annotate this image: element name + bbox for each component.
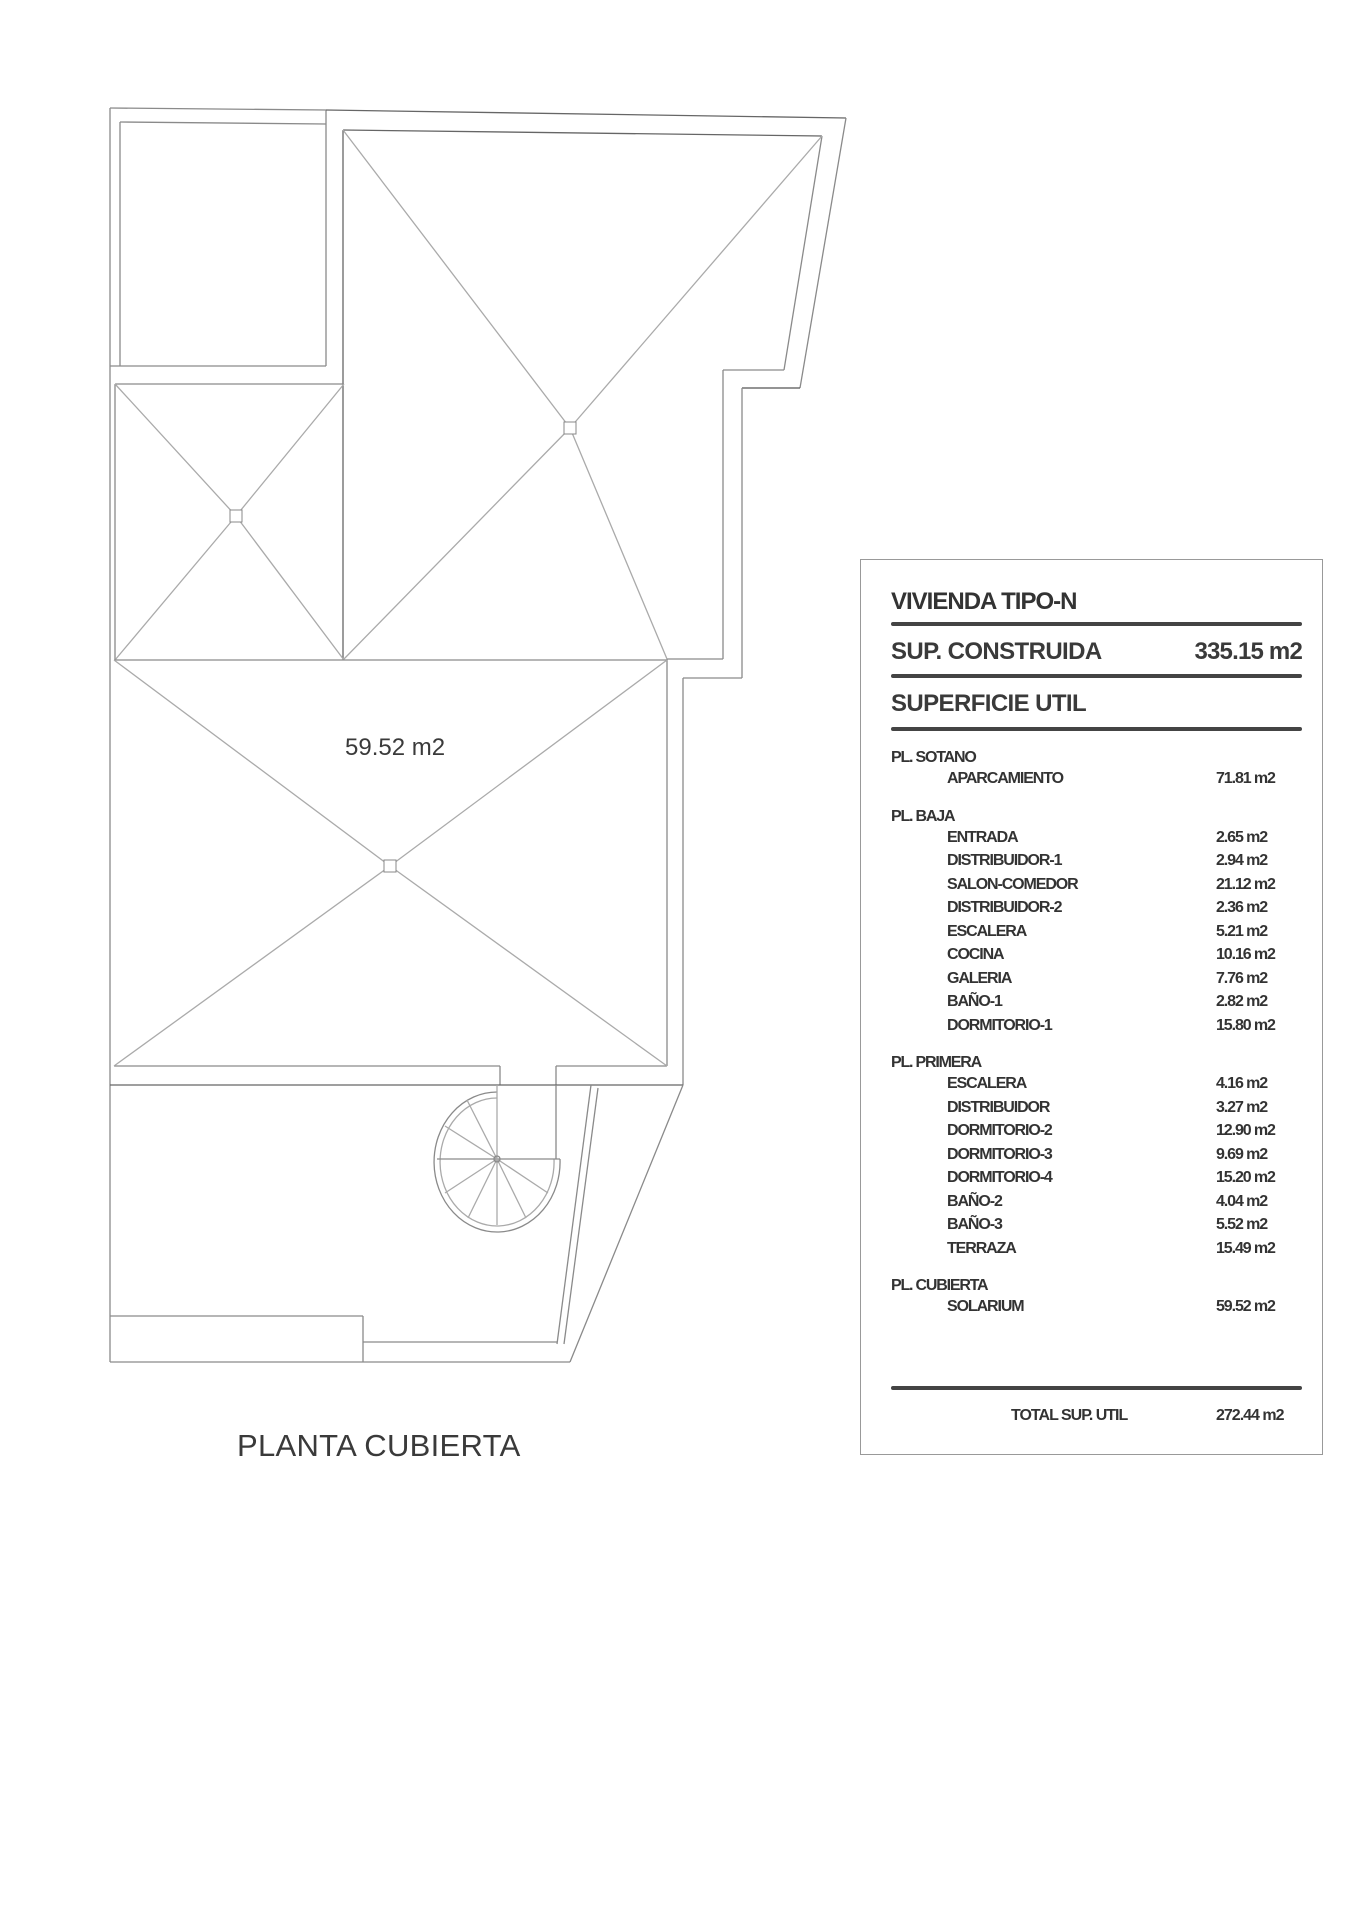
group-label: PL. CUBIERTA [891,1277,988,1294]
room-name: TERRAZA [947,1239,1016,1257]
room-area: 4.16 m2 [1216,1075,1268,1092]
list-item [891,1143,1304,1167]
built-area-value: 335.15 m2 [1194,638,1302,665]
room-area: 21.12 m2 [1216,875,1275,893]
group-label: PL. BAJA [891,807,955,825]
floor-group-primera [891,1053,1304,1260]
room-name: DORMITORIO-3 [947,1145,1052,1163]
list-item [891,943,1304,967]
list-item [891,1237,1304,1261]
room-name: DISTRIBUIDOR-2 [947,899,1062,916]
total-label: TOTAL SUP. UTIL [1011,1407,1128,1424]
room-area: 12.90 m2 [1216,1122,1275,1139]
group-label: PL. PRIMERA [891,1054,981,1071]
total-row [891,1407,1302,1431]
room-name: DORMITORIO-4 [947,1169,1052,1186]
list-item [891,1119,1304,1143]
group-label: PL. SOTANO [891,749,976,766]
list-item [891,826,1304,850]
list-item [891,767,1304,791]
room-name: BAÑO-3 [947,1216,1002,1233]
room-area: 9.69 m2 [1216,1145,1268,1163]
room-name: DORMITORIO-2 [947,1122,1052,1139]
room-area: 2.65 m2 [1216,828,1268,846]
floor-group-cubierta [891,1276,1304,1319]
floor-group-sotano [891,748,1304,791]
room-area: 2.36 m2 [1216,899,1268,916]
list-item [891,1096,1304,1120]
room-name: GALERIA [947,969,1012,987]
room-area: 5.21 m2 [1216,922,1268,940]
outer-wall [110,90,326,110]
room-name: ENTRADA [947,828,1018,846]
room-area: 2.94 m2 [1216,852,1268,869]
room-area: 59.52 m2 [1216,1298,1275,1315]
room-name: BAÑO-1 [947,993,1002,1010]
room-name: BAÑO-2 [947,1192,1002,1210]
room-name: ESCALERA [947,1075,1027,1092]
list-item [891,896,1304,920]
area-summary-table [860,559,1323,1455]
dwelling-type-title: VIVIENDA TIPO-N [891,588,1077,615]
room-area: 15.80 m2 [1216,1016,1275,1034]
room-area: 15.20 m2 [1216,1169,1275,1186]
room-area: 15.49 m2 [1216,1239,1275,1257]
divider [891,622,1302,626]
room-name: DISTRIBUIDOR-1 [947,852,1062,869]
room-name: DISTRIBUIDOR [947,1098,1050,1116]
useful-area-heading: SUPERFICIE UTIL [891,690,1087,717]
room-area: 10.16 m2 [1216,946,1275,963]
drawing-title: PLANTA CUBIERTA [237,1428,521,1463]
solarium-area-label: 59.52 m2 [345,734,446,761]
total-value: 272.44 m2 [1216,1407,1284,1424]
room-area: 3.27 m2 [1216,1098,1268,1116]
list-item [891,1295,1304,1319]
room-name: COCINA [947,946,1004,963]
room-area: 71.81 m2 [1216,770,1275,787]
list-item [891,1190,1304,1214]
list-item [891,849,1304,873]
drain-icon [564,422,576,434]
list-item [891,1072,1304,1096]
list-item [891,920,1304,944]
list-item [891,873,1304,897]
drain-icon [230,510,242,522]
list-item [891,1166,1304,1190]
divider [891,674,1302,678]
floor-groups [891,748,1304,1335]
list-item [891,1014,1304,1038]
room-name: SOLARIUM [947,1298,1024,1315]
floor-group-baja [891,807,1304,1038]
room-name: SALON-COMEDOR [947,875,1078,893]
room-name: APARCAMIENTO [947,770,1063,787]
room-name: ESCALERA [947,922,1027,940]
room-area: 4.04 m2 [1216,1192,1268,1210]
list-item [891,967,1304,991]
drain-icon [384,860,396,872]
built-area-label: SUP. CONSTRUIDA [891,638,1102,665]
room-name: DORMITORIO-1 [947,1016,1052,1034]
room-area: 7.76 m2 [1216,969,1268,987]
list-item [891,990,1304,1014]
room-area: 2.82 m2 [1216,993,1268,1010]
divider [891,727,1302,731]
divider [891,1386,1302,1390]
room-area: 5.52 m2 [1216,1216,1268,1233]
built-area-row [891,638,1302,666]
list-item [891,1213,1304,1237]
